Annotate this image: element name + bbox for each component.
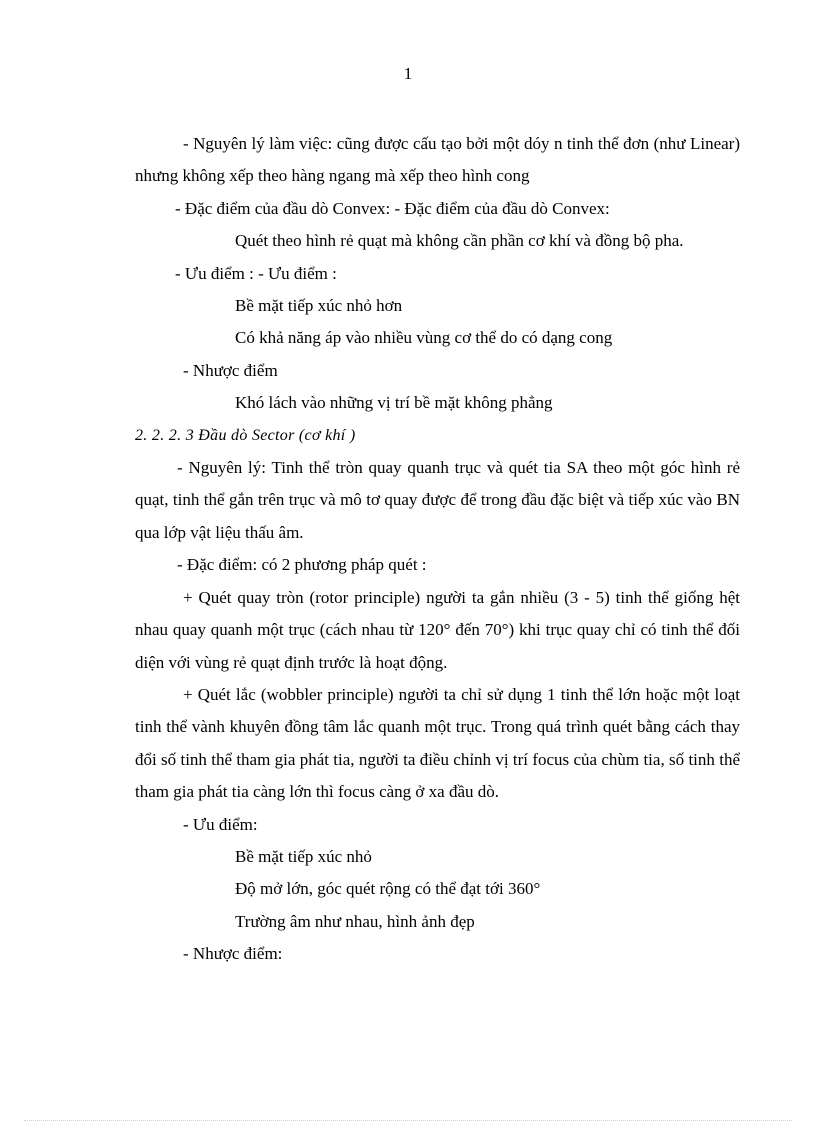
paragraph-sector-principle: - Nguyên lý: Tinh thể tròn quay quanh trục và quét tia SA theo một góc hình rẻ quạt, tinh thể gắn trên trục và mô tơ quay được để trong đầu đặc biệt và tiếp xúc vào BN qua lớp vật liệu thấu âm. bbox=[135, 458, 740, 542]
document-body bbox=[135, 128, 740, 971]
sector-advantage-item: Trường âm như nhau, hình ảnh đẹp bbox=[235, 911, 475, 931]
paragraph-rotor-scan: + Quét quay tròn (rotor principle) người ta gắn nhiều (3 - 5) tinh thể giống hệt nhau quay quanh một trục (cách nhau từ 120° đến 70°) khi trục quay chỉ có tinh thể đối diện với vùng rẻ quạt định trước là hoạt động. bbox=[135, 587, 740, 672]
convex-advantage-item: Có khả năng áp vào nhiều vùng cơ thể do có dạng cong bbox=[235, 328, 613, 348]
sector-features-label: - Đặc điểm: có 2 phương pháp quét : bbox=[177, 555, 427, 575]
page-number: 1 bbox=[403, 64, 413, 83]
convex-disadvantages-label: - Nhược điểm bbox=[183, 360, 278, 380]
convex-advantages-label: - Ưu điểm : - Ưu điểm : bbox=[175, 263, 337, 283]
convex-advantage-item: Bề mặt tiếp xúc nhỏ hơn bbox=[235, 296, 403, 316]
convex-features-label: - Đặc điểm của đầu dò Convex: - Đặc điểm của đầu dò Convex: bbox=[175, 198, 610, 218]
section-heading-sector: 2. 2. 2. 3 Đầu dò Sector (cơ khí ) bbox=[135, 426, 356, 444]
convex-disadvantage-item: Khó lách vào những vị trí bề mặt không phẳng bbox=[235, 393, 553, 413]
sector-disadvantages-label: - Nhược điểm: bbox=[183, 944, 283, 964]
convex-scan-text: Quét theo hình rẻ quạt mà không cần phần cơ khí và đồng bộ pha. bbox=[235, 231, 684, 251]
sector-advantage-item: Độ mở lớn, góc quét rộng có thể đạt tới 360° bbox=[235, 879, 541, 899]
page-bottom-divider bbox=[24, 1120, 792, 1121]
paragraph-wobbler-scan: + Quét lắc (wobbler principle) người ta chỉ sử dụng 1 tinh thể lớn hoặc một loạt tinh thể vành khuyên đồng tâm lắc quanh một trục. Trong quá trình quét bằng cách thay đổi số tinh thể tham gia phát tia, người ta điều chỉnh vị trí focus của chùm tia, số tinh thể tham gia phát tia càng lớn thì focus càng ở xa đầu dò. bbox=[135, 684, 740, 802]
sector-advantages-label: - Ưu điểm: bbox=[183, 814, 258, 834]
sector-advantage-item: Bề mặt tiếp xúc nhỏ bbox=[235, 846, 372, 866]
paragraph-convex-principle: - Nguyên lý làm việc: cũng được cấu tạo bởi một dóy n tinh thể đơn (như Linear) nhưng không xếp theo hàng ngang mà xếp theo hình cong bbox=[135, 134, 740, 186]
